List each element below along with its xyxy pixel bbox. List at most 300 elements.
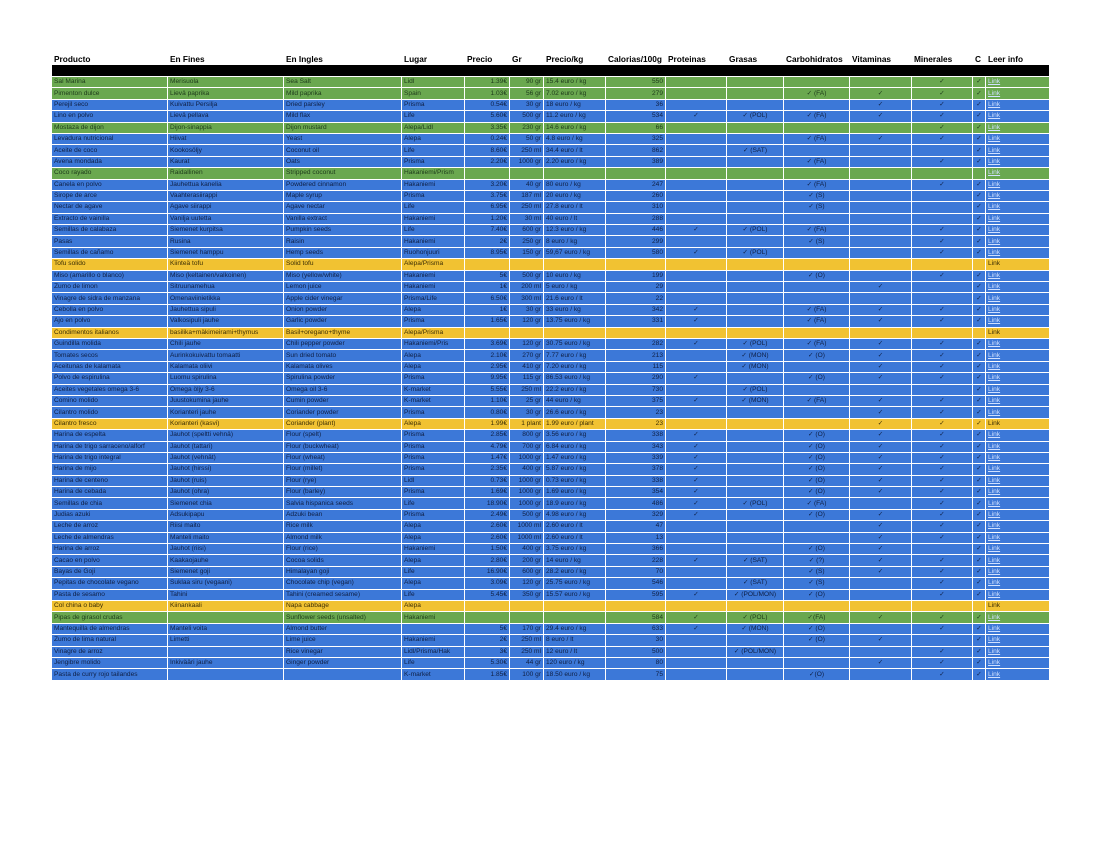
cell-carbohidratos: ✓ (FA) (784, 498, 850, 509)
cell-c: ✓ (973, 361, 986, 372)
cell-proteinas: ✓ (666, 111, 727, 122)
cell-leer-info[interactable]: Link (986, 669, 1049, 680)
cell-en-fines: Kaakaojauhe (168, 555, 284, 566)
header-carbohidratos[interactable]: Carbohidratos (784, 52, 850, 65)
cell-gr: 500 gr (510, 509, 544, 520)
cell-precio: 1.99€ (465, 418, 510, 429)
cell-c: ✓ (973, 555, 986, 566)
cell-en-ingles: Flour (rye) (284, 475, 402, 486)
cell-carbohidratos (784, 259, 850, 270)
cell-leer-info[interactable]: Link (986, 509, 1049, 520)
cell-c: ✓ (973, 589, 986, 600)
cell-en-ingles: Omega oil 3-6 (284, 384, 402, 395)
cell-leer-info[interactable]: Link (986, 498, 1049, 509)
cell-gr: 400 gr (510, 544, 544, 555)
cell-en-fines: Siemenet goji (168, 566, 284, 577)
cell-en-ingles: Sunflower seeds (unsalted) (284, 612, 402, 623)
cell-c: ✓ (973, 544, 986, 555)
cell-leer-info[interactable]: Link (986, 589, 1049, 600)
cell-leer-info[interactable]: Link (986, 521, 1049, 532)
header-en-ingles[interactable]: En Ingles (284, 52, 402, 65)
table-row[interactable] (52, 190, 1049, 201)
cell-gr: 200 ml (510, 282, 544, 293)
cell-leer-info[interactable]: Link (986, 452, 1049, 463)
cell-precio: 2.95€ (465, 361, 510, 372)
table-row[interactable] (52, 77, 1049, 88)
cell-precio: 1€ (465, 282, 510, 293)
table-row[interactable] (52, 338, 1049, 349)
cell-calorias: 66 (606, 122, 666, 133)
table-row[interactable] (52, 452, 1049, 463)
cell-gr (510, 327, 544, 338)
cell-en-fines: Kookosöljy (168, 145, 284, 156)
cell-minerales (912, 635, 973, 646)
cell-en-ingles: Cumin powder (284, 395, 402, 406)
cell-leer-info[interactable]: Link (986, 133, 1049, 144)
cell-carbohidratos: ✓ (O) (784, 430, 850, 441)
header-leer-info[interactable]: Leer info (986, 52, 1049, 65)
cell-proteinas (666, 145, 727, 156)
cell-precio-kg (544, 327, 606, 338)
cell-proteinas (666, 122, 727, 133)
table-row[interactable] (52, 259, 1049, 270)
cell-leer-info[interactable]: Link (986, 338, 1049, 349)
table-row[interactable] (52, 475, 1049, 486)
cell-en-ingles: Mild paprika (284, 88, 402, 99)
cell-leer-info[interactable]: Link (986, 77, 1049, 88)
cell-leer-info[interactable]: Link (986, 441, 1049, 452)
cell-leer-info[interactable]: Link (986, 612, 1049, 623)
cell-en-fines: Kaurat (168, 156, 284, 167)
cell-leer-info[interactable]: Link (986, 487, 1049, 498)
table-row[interactable] (52, 384, 1049, 395)
cell-lugar: Prisma (402, 316, 465, 327)
cell-calorias: 343 (606, 441, 666, 452)
cell-gr: 1000 gr (510, 498, 544, 509)
cell-producto: Cilantro molido (52, 407, 168, 418)
cell-leer-info[interactable]: Link (986, 657, 1049, 668)
table-row[interactable] (52, 521, 1049, 532)
header-precio[interactable]: Precio (465, 52, 510, 65)
cell-lugar: Alepa (402, 600, 465, 611)
cell-en-fines: Siemenet hamppu (168, 247, 284, 258)
cell-gr: 500 gr (510, 270, 544, 281)
table-row[interactable] (52, 99, 1049, 110)
cell-precio (465, 600, 510, 611)
cell-leer-info[interactable]: Link (986, 270, 1049, 281)
cell-carbohidratos: ✓ (S) (784, 236, 850, 247)
cell-grasas (727, 133, 784, 144)
cell-producto: Tomates secos (52, 350, 168, 361)
table-row[interactable] (52, 247, 1049, 258)
cell-en-ingles: Onion powder (284, 304, 402, 315)
cell-leer-info[interactable]: Link (986, 282, 1049, 293)
cell-precio-kg: 0.73 euro / kg (544, 475, 606, 486)
cell-precio-kg: 5.87 euro / kg (544, 464, 606, 475)
cell-leer-info[interactable]: Link (986, 464, 1049, 475)
table-row[interactable] (52, 635, 1049, 646)
cell-proteinas (666, 327, 727, 338)
header-gr[interactable]: Gr (510, 52, 544, 65)
cell-minerales: ✓ (912, 441, 973, 452)
table-row[interactable] (52, 88, 1049, 99)
cell-calorias: 310 (606, 202, 666, 213)
header-minerales[interactable]: Minerales (912, 52, 973, 65)
table-row[interactable] (52, 566, 1049, 577)
cell-leer-info[interactable]: Link (986, 156, 1049, 167)
cell-grasas (727, 77, 784, 88)
table-row[interactable] (52, 407, 1049, 418)
cell-precio-kg: 1.47 euro / kg (544, 452, 606, 463)
table-row[interactable] (52, 532, 1049, 543)
cell-grasas: ✓ (POL/MON) (727, 646, 784, 657)
cell-calorias: 354 (606, 487, 666, 498)
cell-proteinas: ✓ (666, 247, 727, 258)
table-row[interactable] (52, 156, 1049, 167)
header-producto[interactable]: Producto (52, 52, 168, 65)
cell-lugar: K-market (402, 395, 465, 406)
table-row[interactable] (52, 179, 1049, 190)
spreadsheet-table (51, 52, 1049, 681)
cell-minerales (912, 145, 973, 156)
cell-c: ✓ (973, 646, 986, 657)
cell-en-ingles: Miso (yellow/white) (284, 270, 402, 281)
table-row[interactable] (52, 202, 1049, 213)
cell-leer-info[interactable]: Link (986, 259, 1049, 270)
table-row[interactable] (52, 361, 1049, 372)
cell-precio-kg: 18 euro / kg (544, 99, 606, 110)
cell-vitaminas: ✓ (850, 555, 912, 566)
cell-en-fines: Agave siirappi (168, 202, 284, 213)
cell-leer-info[interactable]: Link (986, 395, 1049, 406)
header-calorias[interactable]: Calorias/100g (606, 52, 666, 65)
cell-en-ingles: Rice milk (284, 521, 402, 532)
cell-en-fines: Luomu spirulina (168, 373, 284, 384)
cell-lugar: Prisma (402, 373, 465, 384)
cell-grasas: ✓ (MON) (727, 623, 784, 634)
cell-grasas (727, 544, 784, 555)
table-row[interactable] (52, 623, 1049, 634)
table-row[interactable] (52, 600, 1049, 611)
cell-vitaminas: ✓ (850, 350, 912, 361)
cell-lugar: Prisma (402, 407, 465, 418)
cell-leer-info[interactable]: Link (986, 247, 1049, 258)
cell-gr: 25 gr (510, 395, 544, 406)
table-row[interactable] (52, 544, 1049, 555)
cell-precio-kg: 4.8 euro / kg (544, 133, 606, 144)
cell-gr: 800 gr (510, 430, 544, 441)
table-row[interactable] (52, 509, 1049, 520)
cell-minerales: ✓ (912, 236, 973, 247)
cell-en-fines: Jauhot (ruis) (168, 475, 284, 486)
cell-calorias: 584 (606, 612, 666, 623)
cell-producto: Cebolla en polvo (52, 304, 168, 315)
cell-vitaminas (850, 646, 912, 657)
cell-leer-info[interactable]: Link (986, 350, 1049, 361)
cell-en-fines: Raidallinen (168, 168, 284, 179)
cell-lugar: Alepa (402, 304, 465, 315)
table-row[interactable] (52, 111, 1049, 122)
cell-calorias: 325 (606, 133, 666, 144)
cell-calorias: 13 (606, 532, 666, 543)
header-en-fines[interactable]: En Fines (168, 52, 284, 65)
cell-lugar: Prisma (402, 190, 465, 201)
cell-gr: 1000 gr (510, 487, 544, 498)
cell-c: ✓ (973, 270, 986, 281)
header-proteinas[interactable]: Proteinas (666, 52, 727, 65)
cell-producto: Perejil seco (52, 99, 168, 110)
cell-leer-info[interactable]: Link (986, 88, 1049, 99)
cell-lugar: K-market (402, 669, 465, 680)
cell-proteinas (666, 361, 727, 372)
cell-carbohidratos (784, 145, 850, 156)
cell-leer-info[interactable]: Link (986, 190, 1049, 201)
table-row[interactable] (52, 213, 1049, 224)
cell-precio-kg: 12 euro / lt (544, 646, 606, 657)
table-row[interactable] (52, 270, 1049, 281)
cell-leer-info[interactable]: Link (986, 99, 1049, 110)
cell-leer-info[interactable]: Link (986, 168, 1049, 179)
header-lugar[interactable]: Lugar (402, 52, 465, 65)
cell-proteinas: ✓ (666, 452, 727, 463)
cell-grasas: ✓ (SAT) (727, 555, 784, 566)
cell-producto: Harina de cebada (52, 487, 168, 498)
cell-en-ingles: Coconut oil (284, 145, 402, 156)
cell-en-fines: Lievä pellava (168, 111, 284, 122)
cell-precio-kg: 120 euro / kg (544, 657, 606, 668)
cell-calorias: 247 (606, 179, 666, 190)
cell-grasas (727, 373, 784, 384)
cell-en-ingles: Sea Salt (284, 77, 402, 88)
cell-leer-info[interactable]: Link (986, 202, 1049, 213)
cell-minerales: ✓ (912, 270, 973, 281)
cell-c: ✓ (973, 293, 986, 304)
cell-carbohidratos: ✓ (FA) (784, 316, 850, 327)
cell-grasas (727, 179, 784, 190)
cell-precio: 18.90€ (465, 498, 510, 509)
cell-producto: Aceite de coco (52, 145, 168, 156)
cell-producto: Zumo de limon (52, 282, 168, 293)
table-row[interactable] (52, 578, 1049, 589)
cell-producto: Harina de centeno (52, 475, 168, 486)
cell-minerales (912, 544, 973, 555)
cell-en-fines: basilika+mäkimeirami+thymus (168, 327, 284, 338)
cell-leer-info[interactable]: Link (986, 213, 1049, 224)
table-row[interactable] (52, 236, 1049, 247)
cell-grasas: ✓ (MON) (727, 350, 784, 361)
table-row[interactable] (52, 464, 1049, 475)
cell-leer-info[interactable]: Link (986, 179, 1049, 190)
table-row[interactable] (52, 145, 1049, 156)
table-row[interactable] (52, 441, 1049, 452)
cell-leer-info[interactable]: Link (986, 304, 1049, 315)
cell-leer-info[interactable]: Link (986, 236, 1049, 247)
header-grasas[interactable]: Grasas (727, 52, 784, 65)
cell-en-fines: Riisi maito (168, 521, 284, 532)
cell-precio: 1.47€ (465, 452, 510, 463)
cell-minerales: ✓ (912, 646, 973, 657)
cell-leer-info[interactable]: Link (986, 111, 1049, 122)
cell-grasas: ✓ (POL) (727, 384, 784, 395)
cell-proteinas (666, 384, 727, 395)
cell-leer-info[interactable]: Link (986, 635, 1049, 646)
header-c[interactable]: C (973, 52, 986, 65)
cell-precio: 2.60€ (465, 532, 510, 543)
table-row[interactable] (52, 657, 1049, 668)
cell-vitaminas (850, 225, 912, 236)
cell-en-fines: Jauhettua sipuli (168, 304, 284, 315)
cell-c: ✓ (973, 122, 986, 133)
table-row[interactable] (52, 395, 1049, 406)
cell-gr: 30 gr (510, 407, 544, 418)
cell-lugar: Hakaniemi (402, 544, 465, 555)
cell-leer-info[interactable]: Link (986, 430, 1049, 441)
cell-calorias: 70 (606, 566, 666, 577)
cell-leer-info[interactable]: Link (986, 600, 1049, 611)
cell-lugar: Lidl/Prisma/Hak (402, 646, 465, 657)
cell-en-ingles: Almond milk (284, 532, 402, 543)
cell-leer-info[interactable]: Link (986, 122, 1049, 133)
cell-carbohidratos: ✓ (O) (784, 475, 850, 486)
cell-gr (510, 259, 544, 270)
cell-en-fines: Sitruunamehua (168, 282, 284, 293)
cell-minerales (912, 259, 973, 270)
cell-precio: 2.20€ (465, 156, 510, 167)
cell-proteinas: ✓ (666, 475, 727, 486)
header-vitaminas[interactable]: Vitaminas (850, 52, 912, 65)
table-row[interactable] (52, 133, 1049, 144)
table-row[interactable] (52, 168, 1049, 179)
cell-lugar: Alepa/Prisma (402, 327, 465, 338)
cell-precio: 2.10€ (465, 350, 510, 361)
table-row[interactable] (52, 589, 1049, 600)
cell-gr: 120 gr (510, 316, 544, 327)
cell-leer-info[interactable]: Link (986, 532, 1049, 543)
cell-c (973, 259, 986, 270)
cell-carbohidratos (784, 532, 850, 543)
cell-c (973, 600, 986, 611)
cell-en-ingles: Ginger powder (284, 657, 402, 668)
cell-precio: 1.69€ (465, 487, 510, 498)
table-row[interactable] (52, 498, 1049, 509)
cell-en-fines: Hiivat (168, 133, 284, 144)
cell-lugar: Lidl (402, 475, 465, 486)
cell-c: ✓ (973, 498, 986, 509)
table-row[interactable] (52, 669, 1049, 680)
cell-leer-info[interactable]: Link (986, 418, 1049, 429)
cell-grasas: ✓ (POL) (727, 247, 784, 258)
cell-precio: 0.80€ (465, 407, 510, 418)
cell-producto: Semillas de cañamo (52, 247, 168, 258)
cell-leer-info[interactable]: Link (986, 566, 1049, 577)
cell-c: ✓ (973, 316, 986, 327)
cell-gr: 30 gr (510, 304, 544, 315)
cell-producto: Vinagre de arroz (52, 646, 168, 657)
cell-precio: 2€ (465, 635, 510, 646)
cell-precio-kg: 7.77 euro / kg (544, 350, 606, 361)
cell-leer-info[interactable]: Link (986, 646, 1049, 657)
cell-en-ingles: Lime juice (284, 635, 402, 646)
cell-gr: 250 ml (510, 145, 544, 156)
table-row[interactable] (52, 225, 1049, 236)
table-row[interactable] (52, 418, 1049, 429)
cell-precio-kg: 15.4 euro / kg (544, 77, 606, 88)
cell-leer-info[interactable]: Link (986, 555, 1049, 566)
cell-calorias: 546 (606, 578, 666, 589)
cell-leer-info[interactable]: Link (986, 316, 1049, 327)
cell-gr: 115 gr (510, 373, 544, 384)
cell-leer-info[interactable]: Link (986, 145, 1049, 156)
table-row[interactable] (52, 555, 1049, 566)
table-row[interactable] (52, 646, 1049, 657)
cell-gr: 50 gr (510, 133, 544, 144)
cell-leer-info[interactable]: Link (986, 327, 1049, 338)
cell-vitaminas: ✓ (850, 657, 912, 668)
cell-producto: Nectar de agave (52, 202, 168, 213)
cell-precio-kg: 29.4 euro / kg (544, 623, 606, 634)
table-row[interactable] (52, 612, 1049, 623)
cell-producto: Semillas de calabaza (52, 225, 168, 236)
cell-lugar: Prisma (402, 441, 465, 452)
cell-leer-info[interactable]: Link (986, 407, 1049, 418)
table-row[interactable] (52, 487, 1049, 498)
cell-grasas (727, 213, 784, 224)
table-row[interactable] (52, 282, 1049, 293)
cell-en-fines: Omega öljy 3-6 (168, 384, 284, 395)
cell-leer-info[interactable]: Link (986, 623, 1049, 634)
table-row[interactable] (52, 327, 1049, 338)
cell-minerales: ✓ (912, 316, 973, 327)
table-row[interactable] (52, 122, 1049, 133)
table-row[interactable] (52, 304, 1049, 315)
cell-lugar: Alepa (402, 555, 465, 566)
cell-precio-kg: 80 euro / kg (544, 179, 606, 190)
cell-proteinas (666, 190, 727, 201)
table-row[interactable] (52, 350, 1049, 361)
table-row[interactable] (52, 316, 1049, 327)
cell-calorias (606, 168, 666, 179)
header-precio-kg[interactable]: Precio/kg (544, 52, 606, 65)
cell-leer-info[interactable]: Link (986, 384, 1049, 395)
cell-vitaminas: ✓ (850, 361, 912, 372)
cell-leer-info[interactable]: Link (986, 373, 1049, 384)
cell-precio: 2.49€ (465, 509, 510, 520)
cell-vitaminas: ✓ (850, 544, 912, 555)
table-row[interactable] (52, 373, 1049, 384)
cell-minerales (912, 190, 973, 201)
cell-lugar: Alepa (402, 521, 465, 532)
cell-leer-info[interactable]: Link (986, 578, 1049, 589)
cell-calorias: 30 (606, 635, 666, 646)
cell-leer-info[interactable]: Link (986, 361, 1049, 372)
cell-precio: 6.50€ (465, 293, 510, 304)
cell-leer-info[interactable]: Link (986, 475, 1049, 486)
cell-en-ingles: Adzuki bean (284, 509, 402, 520)
cell-leer-info[interactable]: Link (986, 225, 1049, 236)
table-row[interactable] (52, 293, 1049, 304)
cell-en-fines: Lievä paprika (168, 88, 284, 99)
cell-lugar: Prisma (402, 156, 465, 167)
cell-carbohidratos: ✓ (O) (784, 509, 850, 520)
cell-c: ✓ (973, 657, 986, 668)
table-row[interactable] (52, 430, 1049, 441)
cell-carbohidratos: ✓ (FA) (784, 304, 850, 315)
cell-leer-info[interactable]: Link (986, 293, 1049, 304)
cell-leer-info[interactable]: Link (986, 544, 1049, 555)
cell-calorias: 80 (606, 657, 666, 668)
cell-producto: Jengibre molido (52, 657, 168, 668)
cell-producto: Pasas (52, 236, 168, 247)
